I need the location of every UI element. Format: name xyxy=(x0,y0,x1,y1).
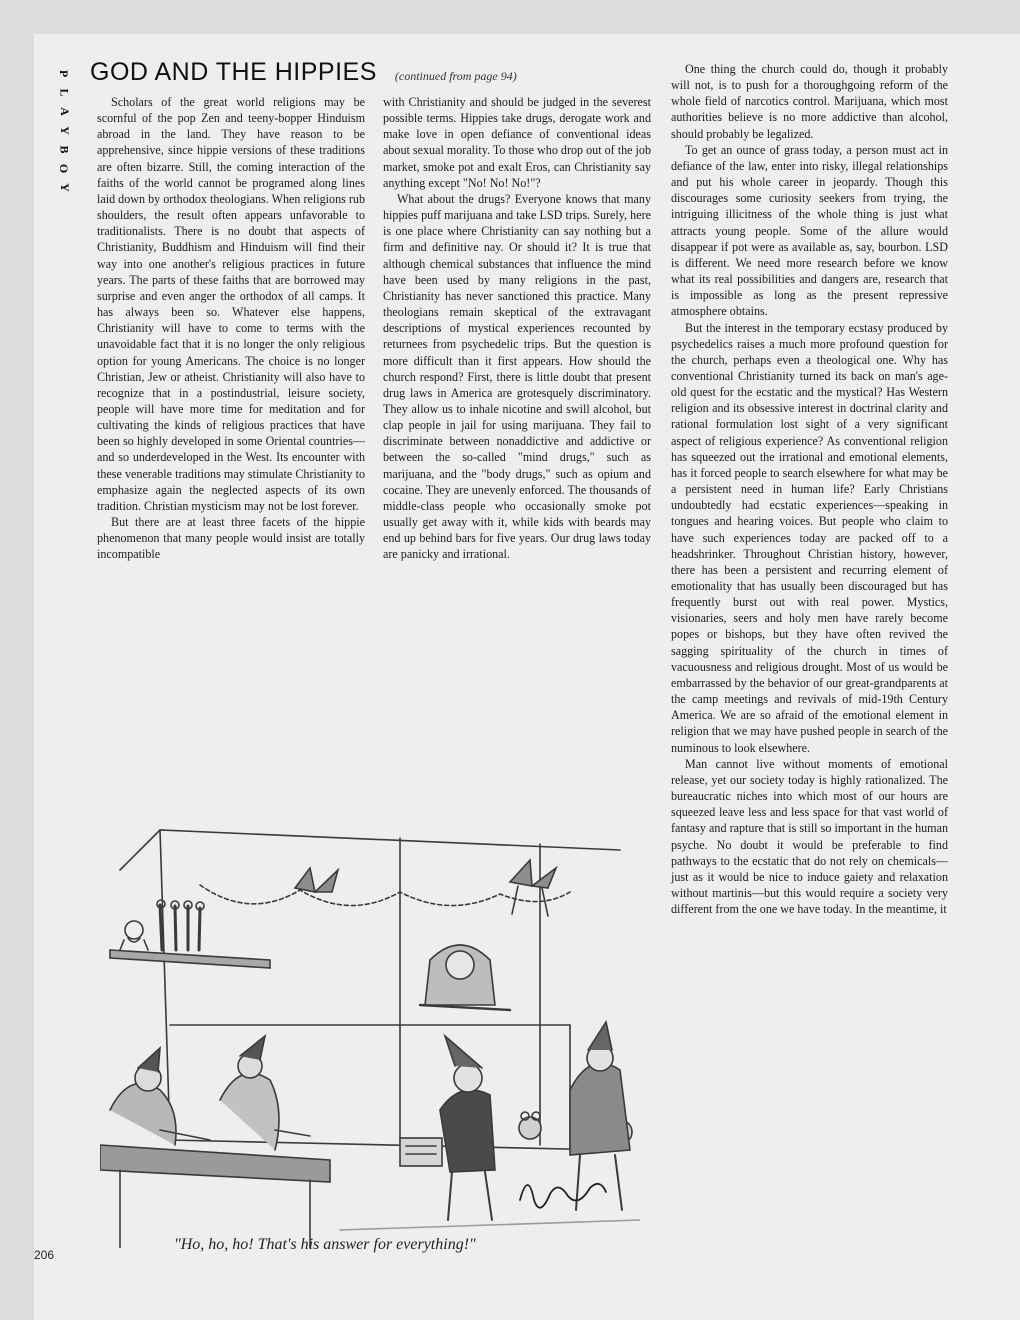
cartoon-caption: "Ho, ho, ho! That's his answer for everything!" xyxy=(174,1236,476,1253)
masthead-vertical xyxy=(56,64,72,197)
paragraph: with Christianity and should be judged in the severest possible terms. Hippies take drugs, derogate work and make love in open defiance of conventional ideas about sexual morality. To those who drop out of the job market, smoke pot and exalt Eros, can Christianity say anything except "No! No! No!"? xyxy=(383,95,651,190)
masthead-letter: O xyxy=(57,163,72,174)
paragraph: To get an ounce of grass today, a person must act in defiance of the law, enter into risky, illegal relationships and put his whole career in jeopardy. Though this discourages some curiosity seekers from trying, the intriguing illicitness of the whole thing is just what attracts young people. Some of the allure would disappear if pot were as available as, say, bourbon. LSD is different. We need more research before we know what its real possibilities and dangers are, research that is impossible as long as the present repressive atmosphere obtains. xyxy=(671,142,948,319)
text-column-3 xyxy=(671,61,948,917)
article-header xyxy=(90,58,517,87)
magazine-page xyxy=(34,34,1020,1320)
paragraph: What about the drugs? Everyone knows that many hippies puff marijuana and take LSD trips. Surely, here is one place where Christianity can say nothing but a firm and definitive nay. Or should it? It is true that although chemical substances that influence the mind have been used by many religions in the past, Christianity has never sanctioned this practice. Many theologians remain skeptical of the extravagant descriptions of mystical experiences recounted by returnees from psychedelic trips. But the question is more difficult than it first appears. How should the church respond? First, there is little doubt that present drug laws in America are grotesquely discriminatory. They allow us to inhale nicotine and swill alcohol, but clap people in jail for using marijuana. They fail to discriminate between nonaddictive and addictive or between the so-called "mind drugs," such as marijuana, and the "body drugs," such as opium and cocaine. They are unevenly enforced. The thousands of middle-class people who occasionally smoke pot usually get away with it, while kids with beards may end up behind bars for five years. Our drug laws today are panicky and irrational. xyxy=(383,191,651,562)
text-column-2 xyxy=(383,94,651,563)
masthead-letter: Y xyxy=(57,126,72,135)
cartoon-illustration xyxy=(100,810,640,1248)
paragraph: But there are at least three facets of the hippie phenomenon that many people would insist are totally incompatible xyxy=(97,515,365,562)
article-title: GOD AND THE HIPPIES xyxy=(90,58,377,86)
paragraph: Scholars of the great world religions may be scornful of the pop Zen and teeny-bopper Hinduism abroad in the land. They have reason to be apprehensive, since hippie versions of these traditions are often bizarre. Still, the coming interaction of the faiths of the world cannot be programed along lines laid down by orthodox theologians. When religions rub shoulders, the result often appears unfavorable to traditionalists. There is no doubt that aspects of Christianity, Buddhism and Hinduism will find their way into one another's religious practices in future years. The parts of these faiths that are borrowed may surprise and even anger the orthodox of all camps. It has always been so. Whatever else happens, Christianity will have to come to terms with the unavoidable fact that it is no longer the only religious option for young Americans. The choice is no longer Christian, Jew or atheist. Christianity will also have to recognize that in a postindustrial, leisure society, people will have more time for meditation and for cultivating the kinds of religious practices that have been so highly developed in some Oriental countries—and so underdeveloped in the West. Its encounter with these venerable traditions may stimulate Christianity to emphasize again the neglected aspects of its own tradition. Christian mysticism may not be lost forever. xyxy=(97,95,365,513)
masthead-letter: P xyxy=(57,69,72,78)
masthead-letter: A xyxy=(57,107,72,116)
paragraph: But the interest in the temporary ecstasy produced by psychedelics raises a much more profound question for the church, perhaps even a theological one. Why has conventional Christianity turned its back on man's age-old quest for the ecstatic and the mystical? Has Western religion and its obsessive interest in doctrinal clarity and rational formulation lost sight of a very significant aspect of religious experience? As conventional religion has squeezed out the irrational and emotional elements, has it forced people to search elsewhere for what may be a persistent need in human life? Early Christians undoubtedly had ecstatic experiences—speaking in tongues and hearing voices. But people who claim to have such experiences today are packed off to a headshrinker. Throughout Christian history, however, there has been a persistent and recurring element of emotionality that has usually been discouraged but has frequently burst out with real power. Mystics, visionaries, seers and holy men have rarely become popes or bishops, but they have often revived the sagging spirituality of the church in times of vacuousness and religious drought. Most of us would be embarrassed by the behavior of our great-grandparents at the camp meetings and revivals of mid-19th Century America. We are so afraid of the emotional element in religion that we may have pushed people in search of the numinous to look elsewhere. xyxy=(671,320,948,755)
continued-note: (continued from page 94) xyxy=(394,69,517,83)
masthead-letter: L xyxy=(57,88,72,97)
text-column-1 xyxy=(97,94,365,563)
masthead-letter: B xyxy=(57,145,72,154)
paragraph: One thing the church could do, though it probably will not, is to push for a thoroughgoing reform of the whole field of narcotics control. Marijuana, which most authorities believe is no more addictive than alcohol, should probably be legalized. xyxy=(671,62,948,141)
page-number: 206 xyxy=(34,1248,55,1262)
paragraph: Man cannot live without moments of emotional release, yet our society today is highly rationalized. The bureaucratic niches into which most of our hours are squeezed leave less and less space for that vast world of fantasy and rapture that is still so important in the human psyche. No doubt it would be preferable to find pathways to the ecstatic that do not rely on chemicals—just as it would be nice to induce gaiety and relaxation without martinis—but this would require a society very different from the one we have today. In the meantime, it xyxy=(671,756,948,917)
masthead-letter: Y xyxy=(57,183,72,192)
